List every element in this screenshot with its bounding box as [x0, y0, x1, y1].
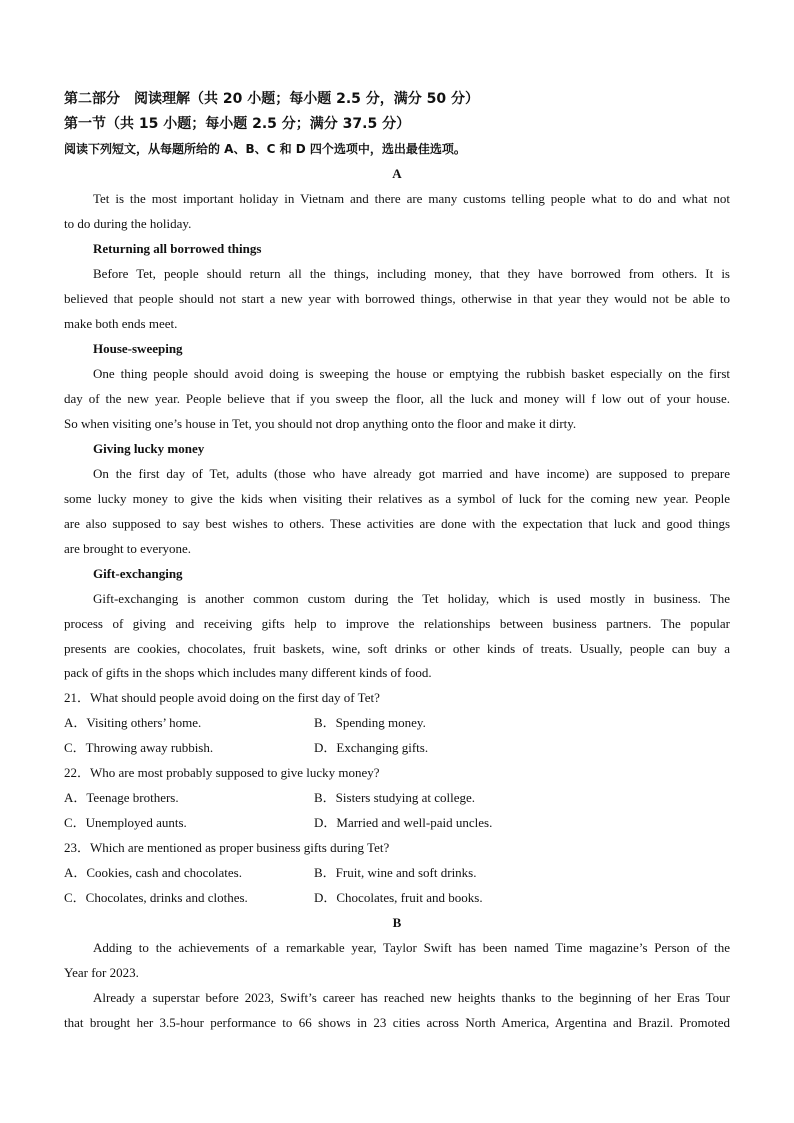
question-23-option-c[interactable]: C．Chocolates, drinks and clothes.: [64, 890, 248, 905]
instruction: 阅读下列短文，从每题所给的 A、B、C 和 D 四个选项中，选出最佳选项。: [64, 142, 466, 156]
question-21-stem: 21．What should people avoid doing on the first day of Tet?: [64, 690, 380, 705]
passage-b-line: Adding to the achievements of a remarkable year, Taylor Swift has been named Time magazine’s Person of the: [93, 940, 730, 955]
passage-a-line: some lucky money to give the kids when visiting their relatives as a symbol of luck for the coming new year. People: [64, 491, 730, 506]
subheading-lucky-money: Giving lucky money: [93, 441, 205, 456]
question-21-option-c[interactable]: C．Throwing away rubbish.: [64, 740, 214, 755]
passage-a-line: make both ends meet.: [64, 316, 178, 331]
passage-a-line: believed that people should not start a new year with borrowed things, otherwise in that year they would not be able to: [64, 291, 730, 306]
passage-a-line: On the first day of Tet, adults (those who have already got married and have income) are supposed to prepare: [93, 466, 730, 481]
part-heading: 第二部分 阅读理解（共 20 小题；每小题 2.5 分，满分 50 分）: [64, 91, 480, 107]
passage-b-line: that brought her 3.5-hour performance to 66 shows in 23 cities across North America, Argentina and Brazil. Promoted: [64, 1015, 730, 1030]
question-23-option-a[interactable]: A．Cookies, cash and chocolates.: [64, 865, 242, 880]
passage-a-line: day of the new year. People believe that if you sweep the floor, all the luck and money will f low out of your house.: [64, 391, 730, 406]
passage-a-line: Tet is the most important holiday in Vietnam and there are many customs telling people what to do and what not: [93, 191, 730, 206]
question-22-option-d[interactable]: D．Married and well-paid uncles.: [314, 815, 493, 830]
question-22-stem: 22．Who are most probably supposed to give lucky money?: [64, 765, 380, 780]
passage-b-line: Year for 2023.: [64, 965, 139, 980]
question-21-option-b[interactable]: B．Spending money.: [314, 715, 426, 730]
passage-a-line: Before Tet, people should return all the things, including money, that they have borrowed from others. It is: [93, 266, 730, 281]
passage-a-line: pack of gifts in the shops which includes many different kinds of food.: [64, 665, 432, 680]
passage-a-line: So when visiting one’s house in Tet, you should not drop anything onto the floor and make it dirty.: [64, 416, 577, 431]
subheading-gift-exchanging: Gift-exchanging: [93, 566, 183, 581]
passage-a-line: are brought to everyone.: [64, 541, 192, 556]
passage-a-line: process of giving and receiving gifts help to improve the relationships between business partners. The popular: [64, 616, 730, 631]
passage-a-line: Gift-exchanging is another common custom during the Tet holiday, which is used mostly in business. The: [93, 591, 730, 606]
question-21-option-a[interactable]: A．Visiting others’ home.: [64, 715, 202, 730]
question-22-option-c[interactable]: C．Unemployed aunts.: [64, 815, 187, 830]
passage-b-label: B: [392, 915, 402, 930]
passage-a-label: A: [392, 166, 402, 181]
passage-b-line: Already a superstar before 2023, Swift’s career has reached new heights thanks to the beginning of her Eras Tour: [93, 990, 730, 1005]
subheading-returning: Returning all borrowed things: [93, 241, 262, 256]
question-21-option-d[interactable]: D．Exchanging gifts.: [314, 740, 429, 755]
passage-a-line: One thing people should avoid doing is sweeping the house or emptying the rubbish basket especially on the first: [93, 366, 730, 381]
passage-a-line: presents are cookies, chocolates, fruit baskets, wine, soft drinks or other kinds of treats. Usually, people can buy a: [64, 641, 730, 656]
subheading-house-sweeping: House-sweeping: [93, 341, 183, 356]
question-23-option-d[interactable]: D．Chocolates, fruit and books.: [314, 890, 483, 905]
section-heading: 第一节（共 15 小题；每小题 2.5 分；满分 37.5 分）: [64, 116, 411, 132]
question-22-option-b[interactable]: B．Sisters studying at college.: [314, 790, 476, 805]
question-22-option-a[interactable]: A．Teenage brothers.: [64, 790, 179, 805]
question-23-option-b[interactable]: B．Fruit, wine and soft drinks.: [314, 865, 477, 880]
question-23-stem: 23．Which are mentioned as proper business gifts during Tet?: [64, 840, 390, 855]
passage-a-line: to do during the holiday.: [64, 216, 192, 231]
passage-a-line: are also supposed to say best wishes to others. These activities are done with the expectation that luck and good things: [64, 516, 730, 531]
